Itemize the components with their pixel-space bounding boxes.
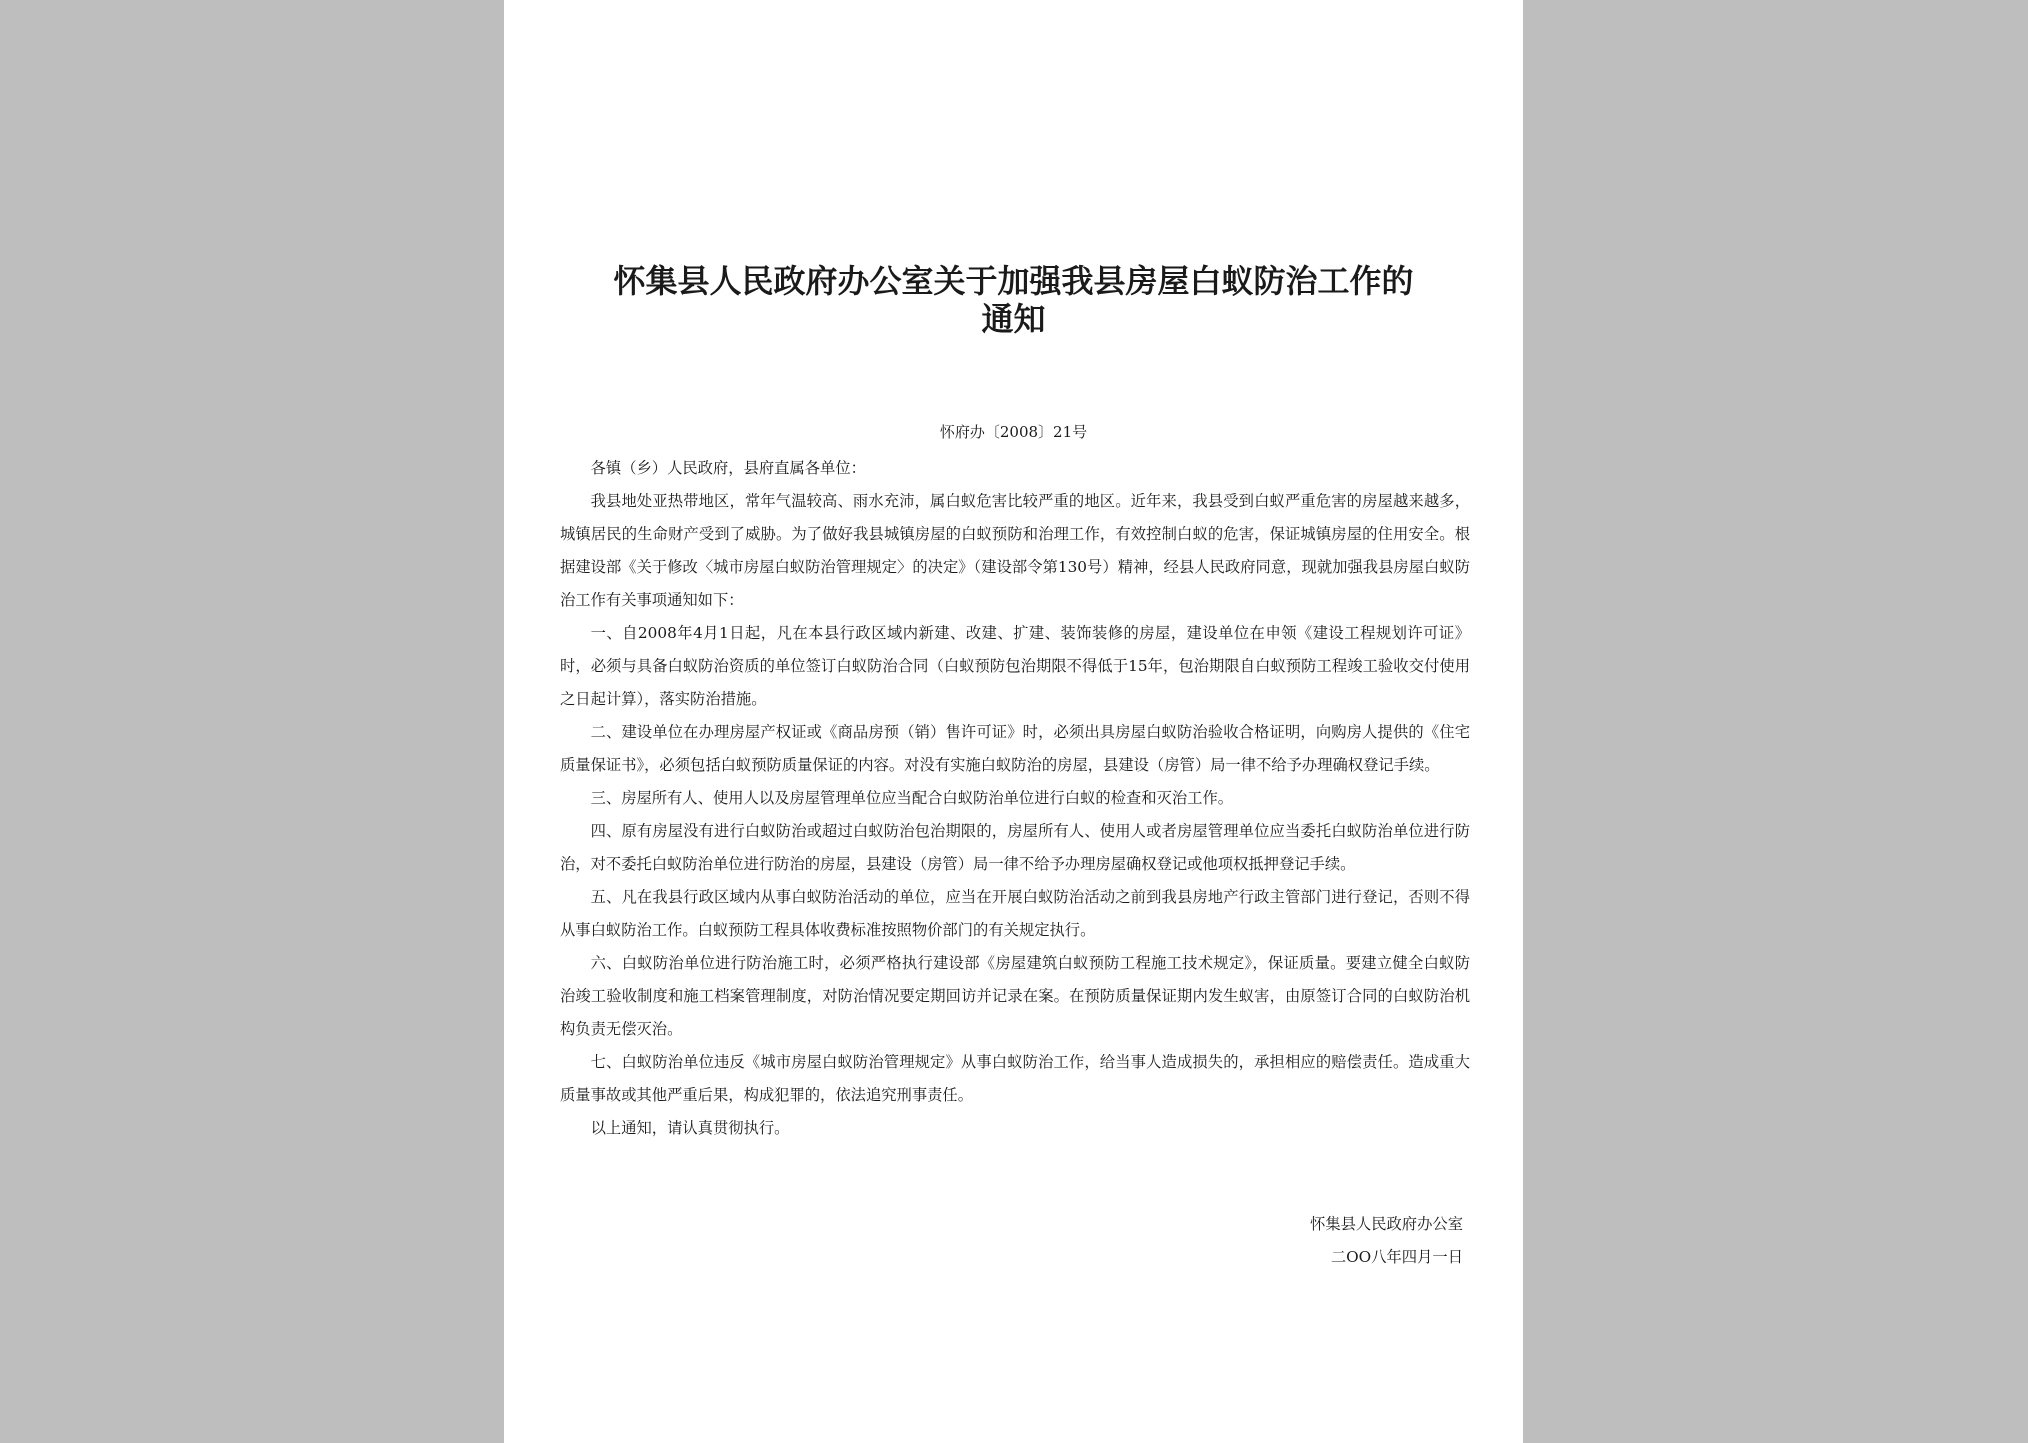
signature-block — [1310, 1208, 1463, 1274]
signature-date: 二OO八年四月一日 — [1330, 1248, 1463, 1266]
paragraph-closing: 以上通知，请认真贯彻执行。 — [590, 1119, 790, 1137]
paragraph-item-5: 五、凡在我县行政区域内从事白蚁防治活动的单位，应当在开展白蚁防治活动之前到我县房地产行政主管部门进行登记，否则不得从事白蚁防治工作。白蚁预防工程具体收费标准按照物价部门的有关规定执行。 — [560, 888, 1470, 939]
document-title: 怀集县人民政府办公室关于加强我县房屋白蚁防治工作的通知 — [613, 262, 1414, 338]
paragraph-item-4: 四、原有房屋没有进行白蚁防治或超过白蚁防治包治期限的，房屋所有人、使用人或者房屋管理单位应当委托白蚁防治单位进行防治，对不委托白蚁防治单位进行防治的房屋，县建设（房管）局一律不给予办理房屋确权登记或他项权抵押登记手续。 — [560, 822, 1470, 873]
document-body — [560, 452, 1470, 1145]
paragraph-intro: 我县地处亚热带地区，常年气温较高、雨水充沛，属白蚁危害比较严重的地区。近年来，我县受到白蚁严重危害的房屋越来越多，城镇居民的生命财产受到了威胁。为了做好我县城镇房屋的白蚁预防和治理工作，有效控制白蚁的危害，保证城镇房屋的住用安全。根据建设部《关于修改〈城市房屋白蚁防治管理规定〉的决定》（建设部令第130号）精神，经县人民政府同意，现就加强我县房屋白蚁防治工作有关事项通知如下： — [560, 492, 1470, 609]
paragraph-item-7: 七、白蚁防治单位违反《城市房屋白蚁防治管理规定》从事白蚁防治工作，给当事人造成损失的，承担相应的赔偿责任。造成重大质量事故或其他严重后果，构成犯罪的，依法追究刑事责任。 — [560, 1053, 1470, 1104]
document-page — [504, 0, 1523, 1443]
document-number: 怀府办〔2008〕21号 — [939, 423, 1088, 441]
paragraph-item-1: 一、自2008年4月1日起，凡在本县行政区域内新建、改建、扩建、装饰装修的房屋，建设单位在申领《建设工程规划许可证》时，必须与具备白蚁防治资质的单位签订白蚁防治合同（白蚁预防包治期限不得低于15年，包治期限自白蚁预防工程竣工验收交付使用之日起计算），落实防治措施。 — [560, 624, 1470, 708]
salutation: 各镇（乡）人民政府，县府直属各单位： — [590, 459, 866, 477]
paragraph-item-3: 三、房屋所有人、使用人以及房屋管理单位应当配合白蚁防治单位进行白蚁的检查和灭治工作。 — [590, 789, 1234, 807]
paragraph-item-2: 二、建设单位在办理房屋产权证或《商品房预（销）售许可证》时，必须出具房屋白蚁防治验收合格证明，向购房人提供的《住宅质量保证书》，必须包括白蚁预防质量保证的内容。对没有实施白蚁防治的房屋，县建设（房管）局一律不给予办理确权登记手续。 — [560, 723, 1470, 774]
signature-office: 怀集县人民政府办公室 — [1310, 1215, 1463, 1233]
paragraph-item-6: 六、白蚁防治单位进行防治施工时，必须严格执行建设部《房屋建筑白蚁预防工程施工技术规定》，保证质量。要建立健全白蚁防治竣工验收制度和施工档案管理制度，对防治情况要定期回访并记录在案。在预防质量保证期内发生蚁害，由原签订合同的白蚁防治机构负责无偿灭治。 — [560, 954, 1470, 1038]
